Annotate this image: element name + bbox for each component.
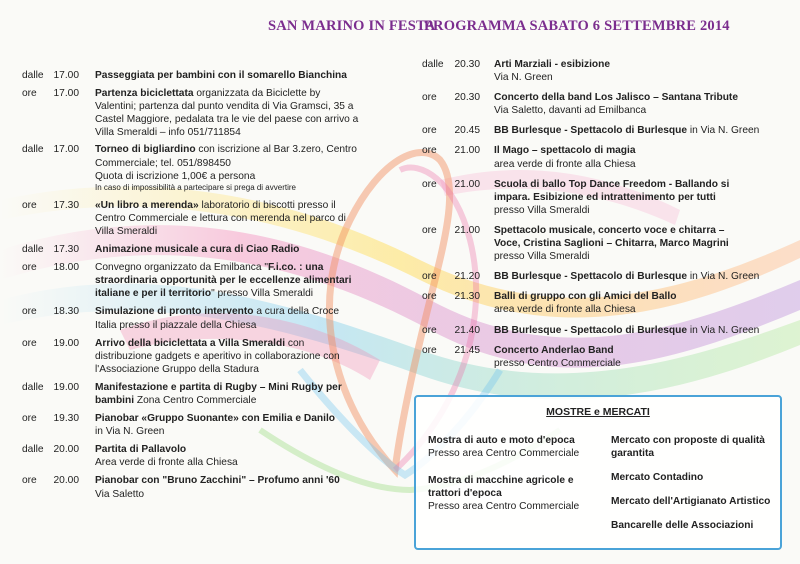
event-line <box>494 191 790 204</box>
event-title-text: «Un libro a merenda» <box>95 199 199 211</box>
time-prefix: dalle <box>22 70 44 81</box>
time-prefix: ore <box>422 145 437 157</box>
event-time <box>22 243 79 256</box>
schedule-event <box>22 87 394 143</box>
schedule-event <box>22 69 394 87</box>
mostre-left-list <box>428 434 603 527</box>
event-detail-text: presso Centro Commerciale <box>494 357 621 369</box>
event-line <box>95 183 394 193</box>
schedule-event <box>422 58 790 91</box>
event-time <box>422 324 480 337</box>
event-line <box>494 178 790 191</box>
event-title-text: Animazione musicale a cura di Ciao Radio <box>95 244 300 256</box>
schedule-event <box>22 305 394 336</box>
event-line <box>95 394 394 407</box>
event-line <box>95 363 394 376</box>
event-time <box>22 443 79 456</box>
event-detail-text: distribuzione gadgets e aperitivo in collaborazione con <box>95 350 340 362</box>
time-prefix: ore <box>422 271 437 283</box>
time-value: 20.45 <box>454 125 480 137</box>
event-title-text: italiane e per il territorio <box>95 288 212 300</box>
event-title-text: Simulazione di pronto intervento <box>95 306 254 318</box>
event-description <box>95 243 394 256</box>
event-line <box>95 412 394 425</box>
event-detail-text: con iscrizione al Bar 3.zero, Centro <box>195 144 357 156</box>
event-line <box>95 287 394 300</box>
event-line <box>95 243 394 256</box>
event-line <box>95 143 394 156</box>
time-value: 19.00 <box>53 381 79 393</box>
header-left-title: SAN MARINO IN FESTA <box>268 18 436 34</box>
event-time <box>422 290 480 303</box>
schedule-event <box>422 91 790 124</box>
event-description <box>95 87 394 139</box>
time-value: 21.00 <box>454 224 480 236</box>
time-prefix: ore <box>22 199 37 211</box>
schedule-event <box>22 474 394 500</box>
time-value: 21.20 <box>454 271 480 283</box>
event-detail-text: Convegno organizzato da Emilbanca " <box>95 262 268 274</box>
time-prefix: ore <box>422 324 437 336</box>
event-title-text: Passeggiata per bambini con il somarello Bianchina <box>95 70 347 81</box>
event-line <box>95 456 394 469</box>
event-line <box>95 113 394 126</box>
event-title-text: Manifestazione e partita di Rugby – Mini Rugby per <box>95 381 342 393</box>
event-detail-text: Area verde di fronte alla Chiesa <box>95 457 238 469</box>
event-time <box>22 87 79 100</box>
event-line <box>494 357 790 370</box>
time-prefix: dalle <box>22 144 44 156</box>
event-line <box>494 144 790 157</box>
event-description <box>494 91 790 117</box>
event-title-text: Partenza biciclettata <box>95 88 194 100</box>
time-prefix: ore <box>422 291 437 303</box>
event-time <box>422 91 480 104</box>
event-line <box>494 124 790 137</box>
event-description <box>494 270 790 283</box>
time-prefix: ore <box>22 475 37 487</box>
event-description <box>95 143 394 192</box>
event-line <box>494 104 790 117</box>
schedule-event <box>422 324 790 344</box>
event-time <box>22 337 79 350</box>
mercato-item: Mercato dell'Artigianato Artistico <box>611 496 771 507</box>
event-line <box>494 237 790 250</box>
event-line <box>95 157 394 170</box>
event-line <box>494 58 790 71</box>
event-detail-text: Via N. Green <box>494 72 553 84</box>
event-description <box>95 337 394 376</box>
mercati-right-list <box>611 434 776 543</box>
time-value: 20.30 <box>454 59 480 70</box>
event-description <box>95 305 394 331</box>
time-value: 17.30 <box>53 244 79 256</box>
schedule-event <box>22 443 394 474</box>
event-line <box>95 274 394 287</box>
schedule-event <box>22 337 394 381</box>
time-value: 17.00 <box>53 70 79 81</box>
time-value: 21.30 <box>454 291 480 303</box>
event-detail-text: con <box>285 337 305 349</box>
event-detail-text: a cura della Croce <box>253 306 339 318</box>
event-detail-text: Centro Commerciale e lettura con merenda nel parco di <box>95 212 346 224</box>
event-time <box>422 178 480 191</box>
schedule-event <box>22 143 394 198</box>
event-detail-text: " presso Villa Smeraldi <box>211 288 314 300</box>
event-title-text: Arrivo della biciclettata a Villa Smeraldi <box>95 337 286 349</box>
time-prefix: ore <box>22 306 37 318</box>
time-value: 21.00 <box>454 145 480 157</box>
event-title-text: Voce, Cristina Saglioni – Chitarra, Marco Magrini <box>494 238 729 250</box>
time-value: 20.00 <box>53 475 79 487</box>
schedule-event <box>422 344 790 370</box>
event-time <box>22 199 79 212</box>
event-description <box>95 199 394 238</box>
event-title-text: Concerto della band Los Jalisco – Santana Tribute <box>494 92 738 104</box>
event-description <box>494 178 790 217</box>
event-line <box>494 290 790 303</box>
event-description <box>95 443 394 469</box>
time-prefix: ore <box>422 125 437 137</box>
event-title-text: Torneo di bigliardino <box>95 144 196 156</box>
event-time <box>422 144 480 157</box>
event-description <box>494 58 790 84</box>
event-detail-text: in Via N. Green <box>687 324 760 336</box>
event-detail-text: laboratorio di biscotti presso il <box>198 199 336 211</box>
event-title-text: impara. Esibizione ed intrattenimento per tutti <box>494 191 716 203</box>
event-line <box>494 91 790 104</box>
event-line <box>95 100 394 113</box>
event-detail-text: Castel Maggiore, pedalata tra le vie del paese con arrivo a <box>95 114 359 126</box>
mostre-mercati-title: MOSTRE e MERCATI <box>546 406 650 418</box>
event-line <box>95 319 394 332</box>
event-description <box>95 69 394 82</box>
time-value: 17.00 <box>53 88 79 100</box>
event-line <box>95 199 394 212</box>
event-line <box>95 350 394 363</box>
event-line <box>494 324 790 337</box>
time-prefix: dalle <box>422 59 444 70</box>
event-time <box>422 224 480 237</box>
event-line <box>95 69 394 82</box>
event-description <box>494 224 790 263</box>
event-line <box>95 126 394 139</box>
time-prefix: ore <box>22 413 37 425</box>
time-prefix: ore <box>422 224 437 236</box>
schedule-event <box>22 243 394 261</box>
event-detail-text: l'Associazione Gruppo della Stadura <box>95 363 259 375</box>
event-detail-text: area verde di fronte alla Chiesa <box>494 304 636 316</box>
event-detail-text: area verde di fronte alla Chiesa <box>494 158 636 170</box>
event-title-text: Concerto Anderlao Band <box>494 344 614 356</box>
time-value: 21.45 <box>454 344 480 356</box>
schedule-event <box>22 261 394 305</box>
time-value: 21.40 <box>454 324 480 336</box>
event-line <box>95 305 394 318</box>
event-detail-text: Italia presso il piazzale della Chiesa <box>95 319 257 331</box>
event-title-text: bambini <box>95 394 135 406</box>
time-prefix: dalle <box>22 244 44 256</box>
schedule-event <box>22 412 394 443</box>
event-time <box>22 69 79 82</box>
event-line <box>494 344 790 357</box>
event-line <box>95 261 394 274</box>
event-detail-text: Villa Smeraldi <box>95 225 158 237</box>
event-detail-text: presso Villa Smeraldi <box>494 251 590 263</box>
event-time <box>22 381 79 394</box>
event-detail-text: Quota di iscrizione 1,00€ a persona <box>95 170 256 182</box>
event-line <box>494 270 790 283</box>
event-detail-text: in Via N. Green <box>687 271 760 283</box>
event-detail-text: Via Saletto, davanti ad Emilbanca <box>494 105 647 117</box>
event-time <box>422 344 480 357</box>
schedule-event <box>422 290 790 323</box>
event-line <box>95 212 394 225</box>
mostra-title: Mostra di auto e moto d'epoca <box>428 435 575 446</box>
left-schedule <box>22 69 394 501</box>
event-detail-text: in Via N. Green <box>687 125 760 137</box>
event-time <box>422 58 480 71</box>
event-detail-text: Commerciale; tel. 051/898450 <box>95 157 231 169</box>
event-detail-text: Zona Centro Commerciale <box>134 394 257 406</box>
event-description <box>95 261 394 300</box>
time-value: 18.30 <box>53 306 79 318</box>
event-line <box>95 381 394 394</box>
event-line <box>95 170 394 183</box>
time-prefix: ore <box>22 337 37 349</box>
event-detail-text: Via Saletto <box>95 488 145 500</box>
event-title-text: straordinaria opportunità per le eccellenze alimentari <box>95 275 352 287</box>
header-right-title: PROGRAMMA SABATO 6 SETTEMBRE 2014 <box>424 18 730 34</box>
event-description <box>95 474 394 500</box>
event-description <box>494 290 790 316</box>
event-title-text: Scuola di ballo Top Dance Freedom - Ballando si <box>494 178 730 190</box>
event-time <box>422 270 480 283</box>
event-time <box>22 474 79 487</box>
mercato-item: Mercato Contadino <box>611 472 704 483</box>
mostre-mercati-box <box>414 395 782 550</box>
schedule-event <box>422 178 790 224</box>
time-prefix: ore <box>422 344 437 356</box>
time-prefix: ore <box>22 88 37 100</box>
mostra-location: Presso area Centro Commerciale <box>428 448 580 459</box>
event-line <box>494 250 790 263</box>
event-time <box>22 261 79 274</box>
time-prefix: dalle <box>22 444 44 456</box>
event-description <box>95 381 394 407</box>
event-line <box>95 443 394 456</box>
event-line <box>494 204 790 217</box>
event-title-text: Pianobar con "Bruno Zacchini" – Profumo anni '60 <box>95 475 340 487</box>
event-time <box>422 124 480 137</box>
time-prefix: ore <box>22 262 37 274</box>
schedule-event <box>422 224 790 270</box>
mostra-location: Presso area Centro Commerciale <box>428 501 580 512</box>
event-detail-text: Valentini; partenza dal punto vendita di Via Gramsci, 35 a <box>95 101 354 113</box>
event-line <box>95 474 394 487</box>
time-prefix: ore <box>422 92 437 104</box>
right-schedule <box>422 58 790 370</box>
time-value: 20.00 <box>53 444 79 456</box>
schedule-event <box>422 270 790 290</box>
event-line <box>95 337 394 350</box>
mercato-item: Bancarelle delle Associazioni <box>611 520 754 531</box>
event-title-text: BB Burlesque - Spettacolo di Burlesque <box>494 271 688 283</box>
event-detail-text: In caso di impossibilità a partecipare si prega di avvertire <box>95 182 296 192</box>
time-value: 19.30 <box>53 413 79 425</box>
event-detail-text: organizzata da Biciclette by <box>193 88 321 100</box>
schedule-event <box>422 124 790 144</box>
mostra-item <box>428 474 603 513</box>
mostra-item <box>428 434 603 460</box>
event-title-text: Arti Marziali - esibizione <box>494 59 611 70</box>
time-value: 19.00 <box>53 337 79 349</box>
event-line <box>95 225 394 238</box>
event-line <box>95 425 394 438</box>
time-prefix: dalle <box>22 381 44 393</box>
time-value: 20.30 <box>454 92 480 104</box>
time-value: 17.00 <box>53 144 79 156</box>
mercato-item: Mercato con proposte di qualità garantita <box>611 435 765 459</box>
event-title-text: BB Burlesque - Spettacolo di Burlesque <box>494 125 688 137</box>
time-value: 18.00 <box>53 262 79 274</box>
event-title-text: Pianobar «Gruppo Suonante» con Emilia e Danilo <box>95 413 336 425</box>
event-title-text: F.i.co. : una <box>267 262 324 274</box>
event-description <box>494 324 790 337</box>
schedule-event <box>22 381 394 412</box>
event-line <box>95 488 394 501</box>
event-description <box>494 124 790 137</box>
schedule-event <box>422 144 790 177</box>
event-detail-text: Villa Smeraldi – info 051/711854 <box>95 127 241 139</box>
time-value: 17.30 <box>53 199 79 211</box>
event-line <box>95 87 394 100</box>
event-description <box>494 344 790 370</box>
mostra-title: Mostra di macchine agricole e trattori d'epoca <box>428 475 574 499</box>
time-value: 21.00 <box>454 178 480 190</box>
event-line <box>494 224 790 237</box>
event-line <box>494 303 790 316</box>
schedule-event <box>22 199 394 243</box>
event-title-text: Partita di Pallavolo <box>95 444 187 456</box>
event-title-text: Il Mago – spettacolo di magia <box>494 145 636 157</box>
event-time <box>22 305 79 318</box>
event-time <box>22 143 79 156</box>
event-detail-text: presso Villa Smeraldi <box>494 204 590 216</box>
event-detail-text: in Via N. Green <box>95 426 165 438</box>
event-title-text: Spettacolo musicale, concerto voce e chitarra – <box>494 224 725 236</box>
event-description <box>95 412 394 438</box>
event-title-text: Balli di gruppo con gli Amici del Ballo <box>494 291 677 303</box>
event-line <box>494 158 790 171</box>
time-prefix: ore <box>422 178 437 190</box>
event-line <box>494 71 790 84</box>
event-time <box>22 412 79 425</box>
event-title-text: BB Burlesque - Spettacolo di Burlesque <box>494 324 688 336</box>
event-description <box>494 144 790 170</box>
